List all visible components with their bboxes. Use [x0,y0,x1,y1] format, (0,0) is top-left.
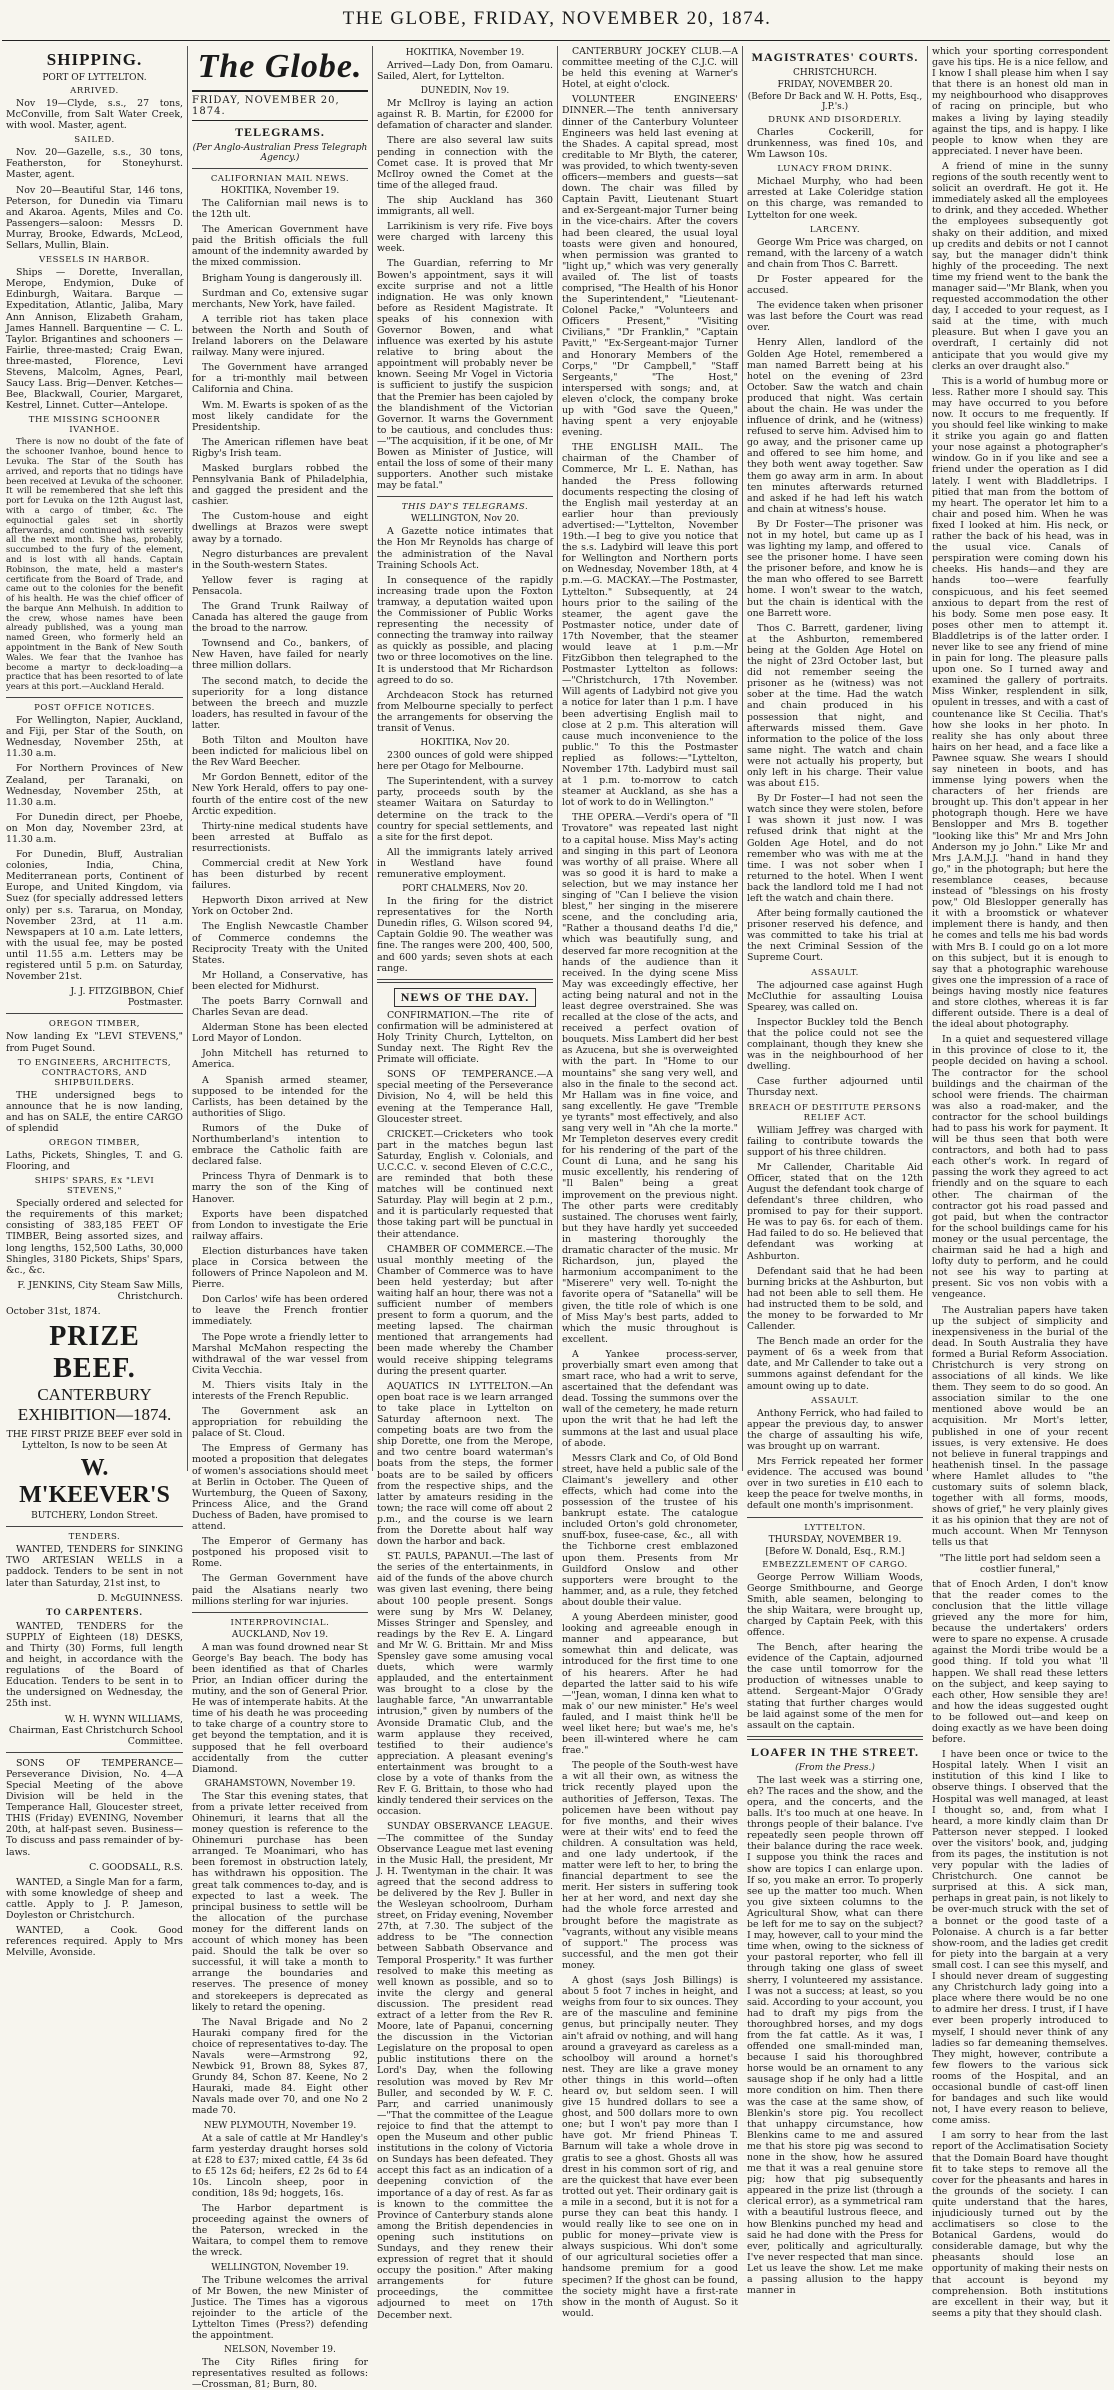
issue-date: FRIDAY, NOVEMBER 20, 1874. [192,90,368,121]
news-item: The Custom-house and eight dwellings at Brazos were swept away by a tornado. [192,511,368,545]
divider [6,1526,183,1527]
case-heading: LARCENY. [809,224,861,235]
divider [192,1612,368,1613]
tender-signature: D. McGUINNESS. [97,1592,183,1604]
case-heading: LUNACY FROM DRINK. [777,164,893,175]
court-bench: (Before Dr Back and W. H. Potts, Esq., J.P.'s.) [747,92,923,112]
tenders-heading: TENDERS. [68,1532,121,1543]
news-item: ST. PAULS, PAPANUI.—The last of the series of the entertainments, in aid of the funds of the above church was given last evening, there being about 100 people present. Songs were sung by Mrs W. Delaney, Misses Stringer and Spensley, and readings by the Rev E. A. Lingard and Mr W. G. Brittain. Mr and Miss Spensley gave some amusing vocal duets, which were warmly applauded, and the entertainment was brought to a close by the laughable farce, "An unwarrantable intrusion," given by numbers of the Avonside Dramatic Club, and the warm applause they received, testified to their audience's appreciation. A pleasant evening's entertainment was brought to a close by a vote of thanks from the Rev F. G. Brittain, to those who had kindly tendered their services on the occasion. [377,1551,553,1818]
prize-text: THE FIRST PRIZE BEEF ever sold in Lyttelton, Is now to be seen At [6,1429,183,1452]
news-item: The American Government have paid the British officials the full amount of the indemnity awarded by the mixed commission. [192,224,368,269]
dateline: NELSON, November 19. [224,2345,336,2356]
news-item: The Grand Trunk Railway of Canada has altered the gauge from the broad to the narrow. [192,601,368,635]
tender-ad: WANTED, TENDERS for SINKING TWO ARTESIAN WELLS in a paddock. Tenders to be sent in not later than Saturday, 21st inst, to [6,1544,183,1589]
dateline: WELLINGTON, November 19. [211,2262,349,2273]
telegrams-heading: TELEGRAMS. [235,125,325,139]
dateline: PORT CHALMERS, Nov 20. [402,884,528,895]
court-place: LYTTELTON. [804,1522,866,1533]
news-item: The Harbor department is proceeding against the owners of the Paterson, wrecked in the Waitara, to compel them to remove the wreck. [192,2203,368,2259]
shipping-heading: SHIPPING. [46,50,143,69]
telegrams-source: (Per Anglo-Australian Press Telegraph Agency.) [192,143,368,163]
column-6 [928,46,1112,2319]
news-item: Alderman Stone has been elected Lord Mayor of London. [192,1022,368,1045]
news-item: The ship Auckland has 360 immigrants, all well. [377,194,553,218]
news-item: Both Tilton and Moulton have been indicted for malicious libel on the Rev Ward Beecher. [192,735,368,769]
case-text: Anthony Ferrick, who had failed to appear the previous day, to answer the charge of assaulting his wife, was brought up on warrant. [747,1407,923,1452]
news-item: The City Rifles firing for representatives resulted as follows:—Crossman, 81; Burn, 80. [192,2357,368,2390]
news-item: CANTERBURY JOCKEY CLUB.—A committee meeting of the C.J.C. will be held this evening at Warner's Hotel, at eight o'clock. [562,46,738,91]
news-item: M. Thiers visits Italy in the interests of the French Republic. [192,1379,368,1402]
news-item: A man was found drowned near St George's Bay beach. The body has been identified as that of Charles Prior, an Indian officer during the mutiny, and the son of General Prior. He was of intemperate habits. At the time of his death he was proceeding to take charge of a country store to get beyond the temptation, and it is supposed that he fell overboard accidentally from the cutter Diamond. [192,1641,368,1775]
news-item: The Pope wrote a friendly letter to Marshal McMahon respecting the withdrawal of the war vessel from Civita Vecchia. [192,1331,368,1376]
news-item: A young Aberdeen minister, good looking and agreeable enough in manner and appearance, but somewhat thin and delicate, was introduced for the first time to one of his hearers. After he had departed the latter said to his wife—"Jean, woman, I dinna ken what to mak o' our new minister." He's weel fauled, and I maist think he'll be weel liket here; but wae's me, he's been ill-wintered where he cam frae." [562,1612,738,1757]
news-item: Princess Thyra of Denmark is to marry the son of the King of Hanover. [192,1171,368,1205]
column-1 [2,46,187,1959]
news-item: AQUATICS IN LYTTELTON.—An open boat race is we learn arranged to take place in Lyttelton on Saturday afternoon next. The competing boats are two from the ship Dorette, one from the Merope, and two centre board waterman's boats from the steps, the former boats are to be sailed by officers from the respective ships, and the latter by amateurs residing in the town; the race will come off about 2 p.m., and the course is we learn from the Dorette about half way down the harbor and back. [377,1380,553,1548]
news-item: Yellow fever is raging at Pensacola. [192,574,368,597]
news-item: CONFIRMATION.—The rite of confirmation will be administered at Holy Trinity Church, Lyttelton, on Sunday next. The Right Rev the Primate will officiate. [377,1009,553,1066]
ivanhoe-article: There is now no doubt of the fate of the schooner Ivanhoe, bound hence to Levuka. The Star of the South has arrived, and reports that no tidings have been received at Levuka of the schooner. It will be remembered that she left this port for Levuka on the 12th August last, with a cargo of timber, &c. The equinoctial gales set in shortly afterwards, and continued with severity all the next month. She has, probably, succumbed to the fury of the element, and is lost with all hands. Captain Robinson, the mate, held a master's certificate from the Board of Trade, and came out to the colonies for the benefit of his health. He was the chief officer of the barque Ann Melhuish. In addition to the crew, whose names have been already published, was a young man named Green, who formerly held an appointment in the Bank of New South Wales. We fear that the Ivanhoe has become a martyr to deck-loading—a practice that has been resorted to of late years at this port.—Auckland Herald. [6,436,183,692]
case-text: Charles Cockerill, for drunkenness, was fined 10s, and Wm Lawson 10s. [747,127,923,161]
divider [6,1752,183,1753]
news-item: Commercial credit at New York has been disturbed by recent failures. [192,857,368,892]
sailed-entry: Nov. 20—Gazelle, s.s., 30 tons, Featherston, for Stoneyhurst. Master, agent. [6,147,183,181]
carpenters-ad: WANTED, TENDERS for the SUPPLY of Eighteen (18) DESKS, and Thirty (30) Forms, full length and height, in accordance with the regulations of the Board of Education. Tenders to be sent in to the undersigned on Wednesday, the 25th inst. [6,1620,183,1710]
this-days-telegrams-heading: THIS DAY'S TELEGRAMS. [401,502,529,513]
post-notice: For Dunedin direct, per Phoebe, on Mon day, November 23rd, at 11.30 a.m. [6,811,183,845]
case-text: William Jeffrey was charged with failing to contribute towards the support of his three children. [747,1124,923,1158]
interprovincial-heading: INTERPROVINCIAL. [230,1617,330,1628]
carpenters-signature: W. H. WYNN WILLIAMS, Chairman, East Christchurch School Committee. [8,1713,183,1747]
loafer-quote: "The little port had seldom seen a costlier funeral," [939,1552,1101,1575]
news-item: The Star this evening states, that from a private letter received from Ohinemuri, it learns that all the money question is reference to the Ohinemuri purchase has been arranged. Te Moanimari, who has been foremost in obstruction lately, has withdrawn his opposition. The great talk commences to-day, and is expected to last a week. The principal business to settle will be the allocation of the purchase money for the different lands on account of which money has been paid. Should the talk be over so successful, it will take a month to arrange the boundaries and reserves. The presence of money and storekeepers is deprecated as likely to retard the opening. [192,1790,368,2013]
news-item: The Superintendent, with a survey party, proceeds south by the steamer Waitara on Saturday to determine on the track to the country for special settlements, and a site for the first depot. [377,776,553,843]
loafer-text: The Australian papers have taken up the subject of simplicity and inexpensiveness in the burial of the dead. In South Australia they have formed a Burial Reform Association. Christchurch is very strong on associations of all kinds. We like them. They seem to do so good. An association similar to the one mentioned above would be an acquisition. Mr Mort's letter, published in one of your recent issues, is very extensive. He does not believe in funeral trappings and heathenish tinsel. In the passage where Hamlet alludes to "the customary suits of solemn black, together with all forms, moods, shows of grief," he very plainly gives it as his opinion that they are not of much account. When Mr Tennyson tells us that [932,1304,1108,1549]
wanted-ad: WANTED, a Cook. Good references required. Apply to Mrs Melville, Avonside. [6,1925,183,1959]
dateline: NEW PLYMOUTH, November 19. [203,2120,357,2131]
news-item: Wm. M. Ewarts is spoken of as the most likely candidate for the Presidentship. [192,399,368,433]
news-item: A ghost (says Josh Billings) is about 5 foot 7 inches in height, and weighs from four to six ounces. They are of the masculine and feminine genus, but principally neuter. They ain't afraid ov nothing, and will hang around a graveyard as careless as a schoolboy will around a hornet's nest. They are like a grave money other things in this world—often heard ov, but seldom seen. I will give 15 hundred dollars to see a ghost, and 500 dollars more to own one; but I won't pay more than I have got. Mr friend Phineas T. Barnum will take a whole drove in gratis to see a ghost. Ghosts all was drest in his common sort of rig, and are the quickest that have ever been trotted out yet. Their ordinary gait is a mile in a second, but it is not for a purse they can beat this handy. I would really like to see one on in public for money—private view is always suspicious. Whi don't some of our agricultural societies offer a handsome premium for a good specimen? If the ghost can be found, the society might have a first-rate show in the month of August. So it would. [562,1975,738,2319]
news-item: SONS OF TEMPERANCE.—A special meeting of the Perseverance Division, No 4, will be held this evening at the Temperance Hall, Gloucester street. [377,1069,553,1125]
news-item: In the firing for the district representatives for the North Dunedin rifles, G. Wilson scored 94, Captain Goldie 90. The weather was fine. The ranges were 200, 400, 500, and 600 yards; seven shots at each range. [377,896,553,974]
engineers-text: Specially ordered and selected for the requirements of this market; consisting of 383,185 FEET OF TIMBER, Being assorted sizes, and long lengths, 152,500 Laths, 30,000 Shingles, 3180 Pickets, Ships' Spars, &c., &c. [6,1198,183,1276]
news-item: SUNDAY OBSERVANCE LEAGUE.—The committee of the Sunday Observance League met last evening in the Music Hall, the president, Mr J. H. Twentyman in the chair. It was agreed that the second address to be delivered by the Rev J. Buller in the Wesleyan schoolroom, Durham street, on Friday evening, November 27th, at 7.30. The subject of the address to be "The connection between Sabbath Observance and Temporal Prosperity." It was further resolved to make this meeting as well known as possible, and so to invite the clergy and general discussion. The president read extract of a letter from the Rev R. Moore, late of Papanui, concerning the discussion in the Victorian Legislature on the proposal to open public institutions there on the Lord's Day, when the following resolution was moved by Rev Mr Buller, and seconded by W. F. C. Parr, and carried unanimously—"That the committee of the League rejoice to find that the attempt to open the Museum and other public institutions in the colony of Victoria on Sundays has been defeated. They accept this fact as an indication of a deepening conviction of the importance of a day of rest. As far as is known to the committee the Province of Canterbury stands alone among the British dependencies in opening such institutions on Sundays, and they renew their expression of regret that it should occupy the position." After making arrangements for future proceedings, the committee adjourned to meet on 17th December next. [377,1821,553,2321]
divider [747,1736,923,1740]
news-item: Mr McIlroy is laying an action against R. B. Martin, for £2000 for defamation of character and slander. [377,98,553,132]
loafer-text: The last week was a stirring one, eh? The races and the show, and the opera, and the concerts, and the balls. It's too much at one heave. In throngs people of their balance. I've repeatedly seen people thrown off their balance during the race week. I suppose you think the races and show are topics I can enlarge upon. If so, you make an error. To properly see up the matter too much. When you give sixteen columns to the Agricultural Show, what can there be left for me to say on the subject? I may, however, call to your mind the time when, owing to the sickness of your pastoral reporter, who fell ill through taking one glass of sweet sherry, I volunteered my assistance. I was not a success; at least, so you said. According to your account, you had to draft my pigs from the thoroughbred horses, and my dogs from the fat cattle. As it was, I offended one small-minded man, because I said his thoroughbred horse would be an ornament to any sausage shop if he only had a little more condition on him. Then there was the case at the same show, of Blenkin's store pig. You recollect that unhappy circumstance, how Blenkins came to me and assured me that his store pig was second to none in the show, how he assured me that it was a real genuine store pig; how that pig subsequently appeared in the prize list (through a clerical error), as a symmetrical ram with a beautiful lustrous fleece, and how Blenkins punched my head and said he had done with the Press for ever, politically and agriculturally. I've never respected that man since. Let us leave the show. Let me make a passing allusion to the happy manner in [747,1774,923,2297]
news-item: The Empress of Germany has mooted a proposition that delegates of women's associations should meet at Berlin in October. The Queen of Wurtemburg, the Queen of Saxony, Princess Alice, and the Grand Duchess of Baden, have promised to attend. [192,1443,368,1533]
dateline: GRAHAMSTOWN, November 19. [204,1778,356,1789]
case-heading: ASSAULT. [811,967,859,978]
harbour-entry: Ships — Dorette, Inverallan, Merope, Endymion, Duke of Edinburgh, Waitara. Barque — Expeditation, Atlantic, Jaliba, Mary Ann Annison, Elizabeth Graham, James Hannell. Barquentine — C. L. Taylor. Brigantines and schooners — Fairlie, three-masted; Craig Ewan, three-masted, Florence, Levi Stevens, Malcolm, Agnes, Pearl, Saucy Lass. Brig—Denver. Ketches—Bee, Blackwall, Courier, Margaret, Kestrel, Linnet. Cutter—Antelope. [6,267,183,412]
case-heading: BREACH OF DESTITUTE PERSONS RELIEF ACT. [748,1102,922,1123]
masthead-title: THE GLOBE, FRIDAY, NOVEMBER 20, 1874. [342,8,772,29]
news-item: A Yankee process-server, proverbially smart even among that smart race, who had a writ to serve, ascertained that the defendant was dead. Tossing the summons over the wall of the cemetery, he made return upon the writ that he had left the summons at the last and usual place of abode. [562,1348,738,1449]
dateline: HOKITIKA, November 19. [220,186,340,196]
dateline: AUCKLAND, Nov 19. [231,1629,329,1640]
court-date: FRIDAY, NOVEMBER 20. [777,80,893,90]
prize-beef-heading: PRIZE BEEF. [49,1321,140,1385]
masthead-rule [2,40,1110,41]
news-of-the-day-label: NEWS OF THE DAY. [394,988,536,1007]
globe-title: The Globe. [197,48,363,85]
case-text: Inspector Buckley told the Bench that the police could not see the complainant, though they knew she was in the neighbourhood of her dwelling. [747,1016,923,1073]
loafer-source: (From the Press.) [795,1762,875,1773]
case-heading: EMBEZZLEMENT OF CARGO. [762,1559,908,1570]
news-item: Negro disturbances are prevalent in the South-western States. [192,548,368,571]
news-item: Rumors of the Duke of Northumberland's intention to embrace the Catholic faith are declared false. [192,1122,368,1168]
news-item: The Naval Brigade and No 2 Hauraki company fired for the choice of representatives to-day. The Navals were—Armstrong 92, Newbick 91, Brown 88, Sykes 87, Grundy 84, Schon 87. Keene, No 2 Hauraki, made 84. Eight other Navals made over 70, and one No 2 made 70. [192,2016,368,2117]
temperance-signature: C. GOODSALL, R.S. [89,1861,183,1873]
news-of-the-day-heading [377,988,553,1007]
news-item: The Tribune welcomes the arrival of Mr Bowen, the new Minister of Justice. The Times has a vigorous rejoinder to the article of the Lyttelton Times (Press?) defending the appointment. [192,2274,368,2342]
news-item: Larrikinism is very rife. Five boys were charged with larceny this week. [377,221,553,255]
loafer-text: which your sporting correspondent gave his tips. He is a nice fellow, and I know I shall please him when I say that there is an honest old man in my neighbourhood who disapproves of racing on principle, but who makes a living by laying steadily against the tips, and is happy. I like people to know when they are appreciated. I never have been. [932,46,1108,157]
engineers-text: Laths, Pickets, Shingles, T. and G. Flooring, and [6,1149,183,1173]
news-item: John Mitchell has returned to America. [192,1048,368,1071]
butcher-address: BUTCHERY, London Street. [31,1511,158,1522]
loafer-text: I have been once or twice to the Hospital lately. When I visit an institution of this kind I like to observe things. I observed that the Hospital was well managed, at least I thought so, and, from what I heard, a more kindly claim than Dr Patterson never stepped. I looked over the visitors' book, and, judging from its pages, the institution is not very popular with the ladies of Christchurch. One cannot be surprised at this. A sick man, perhaps in great pain, is not likely to be over-much struck with the set of a bonnet or the good taste of a Polonaise. A church is a far better show-room, and the ladies get credit for piety into the bargain at a very small cost. I can see this myself, and I should never dream of suggesting any Christchurch lady going into a place where there would be no one to admire her dress. I trust, if I have ever been properly introduced to myself, I should never think of any ladies so far demeaning themselves. They might, however, contribute a few flowers to the various sick rooms of the Hospital, and an occasional bundle of cast-off linen for bandages and such like would not, I have every reason to believe, come amiss. [932,1749,1108,2127]
oregon-heading: OREGON TIMBER, [48,1019,141,1030]
dateline: WELLINGTON, Nov 20. [410,514,520,525]
arrived-heading: ARRIVED. [70,86,119,96]
news-item: A Spanish armed steamer, supposed to be intended for the Carlists, has been detained by the authorities of Sligo. [192,1074,368,1119]
case-text: By Dr Foster—I had not seen the watch since they were stolen, before I was shown it just now. I was refused drink that night at the Golden Age Hotel, and do not remember who was with me at the time. I was not sober when I returned to the hotel. When I went back the landlord told me I had not left the watch and chain there. [747,793,923,904]
news-item: THE OPERA.—Verdi's opera of "Il Trovatore" was repeated last night to a capital house. Miss May's acting and singing in this part of Leonora was worthy of all praise. Where all was so good it is hard to make a selection, but we may instance her singing of "Can I believe the vision blest," her singing in the miserere scene, and the concluding aria, "Rather a thousand deaths I'd die," which was beautifully sung, and deserved far more recognition at the hands of the audience than it received. In the dying scene Miss May was exceedingly effective, her acting being natural and not in the least degree overstrained. She was recalled at the close of the acts, and received a perfect ovation of bouquets. Miss Lambert did her best as Azucena, but she is overweighted with the part. In "Home to our mountains" she sang very well, and also in the finale to the second act. Mr Hallam was in fine voice, and sang excellently. He gave "Tremble ye tyrants" most effectively, and also sang very well in "Ah che la morte." Mr Templeton deserves every credit for his rendering of the part of the Count di Luna, and he sang his music excellently, his rendering of "Il Balen" being a great improvement on the previous night. The other parts were creditably sustained. The choruses went fairly, but they have hardly yet succeeded in mastering thoroughly the dramatic character of the music. Mr Richardson, jun, played the harmonium accompaniment to the "Miserere" very well. To-night the favorite opera of "Satanella" will be given, the title role of which is one of Miss May's best parts, added to which the music throughout is excellent. [562,812,738,1345]
masthead [0,0,1114,42]
oregon-text: Now landing Ex "LEVI STEVENS," from Puget Sound. [6,1031,183,1054]
case-text: By Dr Foster—The prisoner was not in my hotel, but came up as I was lighting my lamp, and offered to see the prisoner home. I have seen the prisoner before, and know he is the man who offered to see Barrett home. I won't swear to the watch, but the chain is identical with the one Barrett wore. [747,518,923,619]
case-text: Defendant said that he had been burning bricks at the Ashburton, but had not been able to sell them. He had instructed them to be sold, and the money to be forwarded to Mr Callender. [747,1265,923,1333]
news-item: The Californian mail news is to the 12th ult. [192,198,368,221]
case-text: The evidence taken when prisoner was last before the Court was read over. [747,300,923,334]
news-item: Don Carlos' wife has been ordered to leave the French frontier immediately. [192,1294,368,1328]
news-item: The English Newcastle Chamber of Commerce condemns the Reciprocity Treaty with the United States. [192,921,368,966]
news-item: Messrs Clark and Co, of Old Bond street, have held a public sale of the Claimant's jewellery and other effects, which had come into the possession of the trustee of his bankrupt estate. The catalogue included Orton's gold chronometer, snuff-box, fusee-case, &c., all with the Tichborne crest emblazoned upon them. Presents from Mr Guildford Onslow and other supporters were brought to the hammer, and, as a rule, they fetched about double their value. [562,1452,738,1608]
column-5 [743,46,927,2297]
engineers-heading: TO ENGINEERS, ARCHITECTS, CONTRACTORS, AND SHIPBUILDERS. [17,1057,172,1088]
case-text: Michael Murphy, who had been arrested at Lake Coleridge station on this charge, was remanded to Lyttelton for one week. [747,176,923,221]
case-heading: ASSAULT. [811,1395,859,1406]
news-item: Hepworth Dixon arrived at New York on October 2nd. [192,895,368,918]
engineers-text: THE undersigned begs to announce that he is now landing, and has on SALE, the entire CARGO of splendid [6,1089,183,1134]
news-item: The Government ask an appropriation for rebuilding the palace of St. Cloud. [192,1406,368,1440]
ad-date: October 31st, 1874. [6,1306,101,1317]
news-item: At a sale of cattle at Mr Handley's farm yesterday draught horses sold at £28 to £37; mixed cattle, £4 3s 6d to £5 12s 6d; heifers, £2 2s 6d to £4 10s. Lincoln sheep, poor in condition, 18s 9d; hoggets, 16s. [192,2132,368,2199]
port-heading: PORT OF LYTTELTON. [42,73,147,83]
news-item: Election disturbances have taken place in Corsica between the followers of Prince Napoleon and M. Pierre. [192,1245,368,1291]
californian-heading: CALIFORNIAN MAIL NEWS. [210,174,350,184]
dateline: DUNEDIN, Nov 19. [420,86,510,97]
court-date: THURSDAY, NOVEMBER 19. [768,1534,902,1545]
news-item: The second match, to decide the superiority for a long distance between the breech and muzzle loaders, has resulted in favour of the latter. [192,675,368,731]
news-item: Arrived—Lady Don, from Oamaru. Sailed, Alert, for Lyttelton. [377,60,553,83]
news-item: All the immigrants lately arrived in Westland have found remunerative employment. [377,846,553,880]
divider [6,1013,183,1014]
post-notice: For Northern Provinces of New Zealand, per Taranaki, on Wednesday, November 25th, at 11.30 a.m. [6,763,183,808]
sailed-entry: Nov 20—Beautiful Star, 146 tons, Peterson, for Dunedin via Timaru and Akaroa. Agents, Miles and Co. Passengers—saloon: Messrs D. Murray, Brooke, Edwards, McLeod, Sellars, Mullin, Blain. [6,184,183,252]
case-text: Dr Foster appeared for the accused. [747,273,923,297]
jenkins-signature: F. JENKINS, City Steam Saw Mills, Christchurch. [17,1279,183,1302]
news-item: Exports have been dispatched from London to investigate the Erie railway affairs. [192,1208,368,1242]
case-heading: DRUNK AND DISORDERLY. [768,115,902,125]
arrived-entry: Nov 19—Clyde, s.s., 27 tons, McConville, from Salt Water Creek, with wool. Master, agent. [6,98,183,132]
case-text: After being formally cautioned the prisoner reserved his defence, and was committed to take his trial at the next Criminal Session of the Supreme Court. [747,908,923,964]
loafer-text: In a quiet and sequestered village in this province of close to it, the people decided on having a school. The contractor for the school buildings and the chairman of the school were friends. The chairman was also a road-maker, and the contractor for the school buildings had to pass his work for payment. It will be thus seen that both were contractors, and both had to pass each other's work. In regard of passing the work they agreed to act friendly and on the square to each other. The chairman of the contractor got his road passed and got paid, but when the contractor for the school buildings came for his money or the usual percentage, the chairman said he had a high and lofty duty to perform, and he could not see his way to parting at present. Sic vos non vobis with a vengeance. [932,1034,1108,1301]
news-item: In consequence of the rapidly increasing trade upon the Foxton tramway, a deputation waited upon the Commissioner of Public Works representing the necessity of connecting the tramway into railway as quickly as possible, and placing two or three locomotives on the line. It is understood that Mr Richardson agreed to do so. [377,574,553,686]
news-item: THE ENGLISH MAIL. The chairman of the Chamber of Commerce, Mr L. E. Nathan, has handed the Press following documents respecting the closing of the English mail yesterday at an earlier hour than previously advertised:—"Lyttelton, November 19th.—I beg to give you notice that the s.s. Ladybird will leave this port for Wellington and Northern ports on Wednesday, November 18th, at 4 p.m.—G. MACKAY.—The Postmaster, Lyttelton." Subsequently, at 24 hours prior to the sailing of the steamer, the agent gave the Postmaster notice, under date of 17th November, that the steamer would leave at 1 p.m.—Mr FitzGibbon then telegraphed to the Postmaster Lyttelton as follows:—"Christchurch, 17th November. Will agents of Ladybird not give you a notice for later than 1 p.m. I have been advertising English mail to close at 2 p.m. This alteration will cause much inconvenience to the public." To this the Postmaster replied as follows:—"Lyttelton, November 17th. Ladybird must sail at 1 p.m. to-morrow to catch steamer at Auckland, as she has a lot of work to do in Wellington." [562,442,738,809]
magistrates-heading: MAGISTRATES' COURTS. [751,50,919,64]
news-item: The people of the South-west have a wit all their own, as witness the trick recently played upon the authorities of Jefferson, Texas. The policemen have been without pay for five months, and their wives were at their wits' end to feed the children. A consultation was held, and one lady undertook, if the matter were left to her, to bring the financial department to see the merit. Her sisters in suffering took her at her word, and next day she had the whole force arrested and brought before the magistrate as "vagrants, without any visible means of support." The process was successful, and the men got their money. [562,1760,738,1971]
case-text: The Bench, after hearing the evidence of the Captain, adjourned the case until tomorrow for the production of witnesses unable to attend. Sergeant-Major O'Grady stating that further charges would be laid against some of the men for assault on the captain. [747,1642,923,1731]
divider [747,1517,923,1518]
news-item: The Government have arranged for a tri-monthly mail between California and China. [192,362,368,396]
case-text: Mrs Ferrick repeated her former evidence. The accused was bound over in two sureties in £10 each to keep the peace for twelve months, in default one month's imprisonment. [747,1456,923,1512]
news-item: 2300 ounces of gold were shipped here per Otago for Melbourne. [377,750,553,773]
news-item: Thirty-nine medical students have been arrested at Buffalo as resurrectionists. [192,820,368,854]
court-place: CHRISTCHURCH. [793,68,877,78]
postmaster-signature: J. J. FITZGIBBON, Chief Postmaster. [70,986,183,1009]
dateline: HOKITIKA, November 19. [405,48,525,58]
news-item: Townsend and Co., bankers, of New Haven, have failed for nearly three million dollars. [192,638,368,672]
ivanhoe-heading: THE MISSING SCHOONER IVANHOE. [28,415,161,436]
loafer-text: that of Enoch Arden, I don't know that the reader comes to the conclusion that the little village grieved any the more for him, because the undertakers' orders were to spare no expense. A crusade against the Mordi tribe would be a good thing. If told you what 'll happen. We shall read these letters on the subject, and keep saying to each other, How sensible they are! and how the ideas suggested ought to be followed out—and keep on doing exactly as we have been doing before. [932,1578,1108,1746]
divider [192,168,368,169]
news-item: The poets Barry Cornwall and Charles Sevan are dead. [192,996,368,1019]
divider [377,496,553,497]
dateline: HOKITIKA, Nov 20. [420,738,510,749]
case-text: Thos C. Barrett, gardener, living at the Ashburton, remembered being at the Golden Age Hotel on the night of 23rd October last, but did not remember seeing the prisoner as he (witness) was not sober at the time. Had the watch and chain produced in his possession that night, and afterwards missed them. Gave information to the police of the loss same night. The watch and chain were not actually his property, but only left in his charge. Their value was about £15. [747,622,923,790]
case-text: The Bench made an order for the payment of 6s a week from that date, and Mr Callender to take out a summons against defendant for the amount owing up to date. [747,1336,923,1392]
butcher-name: W. M'KEEVER'S [19,1455,170,1509]
news-item: Mr Holland, a Conservative, has been elected for Midhurst. [192,969,368,992]
ships-spars-line: SHIPS' SPARS, Ex "LEVI STEVENS," [34,1176,155,1197]
news-item: Surdman and Co, extensive sugar merchants, New York, have failed. [192,287,368,310]
news-item: The American riflemen have beat Rigby's Irish team. [192,436,368,459]
divider [377,979,553,983]
news-item: The Emperor of Germany has postponed his proposed visit to Rome. [192,1536,368,1570]
carpenters-heading: TO CARPENTERS. [46,1607,143,1618]
case-text: The adjourned case against Hugh McCluthie for assaulting Louisa Spearey, was called on. [747,979,923,1013]
case-text: George Perrow William Woods, George Smithbourne, and George Smith, able seamen, belonging to the ship Waitara, were brought up, charged by Captain Peek, with this offence. [747,1571,923,1638]
news-item: CRICKET.—Cricketers who took part in the matches begun last Saturday, English v. Colonials, and U.C.C.C. v. second Eleven of C.C.C., are reminded that both these matches will be continued next Saturday. Play will begin at 2 p.m., and it is particularly requested that those taking part will be punctual in their attendance. [377,1128,553,1240]
loafer-text: I am sorry to hear from the last report of the Acclimatisation Society that the Domain Board have thought fit to take steps to remove all the cover for the pheasants and hares in the grounds of the society. I can quite understand that the hares, injudiciously turned out by the acclimatisers so close to the Botanical Gardens, would do considerable damage, but why the pheasants should lose an opportunity of making their nests on that account is beyond my comprehension. Both institutions are excellent in their way, but it seems a pity that they should clash. [932,2130,1108,2319]
case-text: Henry Allen, landlord of the Golden Age Hotel, remembered a man named Barrett being at his hotel on the evening of 23rd October. Saw the watch and chain produced that night. Was certain about the chain. He was under the influence of drink, and he (witness) refused to serve him. Advised him to go away, and the prisoner came up and offered to see him home, and they both went away together. Saw them go away arm in arm. In about ten minutes afterwards returned and asked if he had left his watch and chain at witness's house. [747,337,923,515]
loafer-heading: LOAFER IN THE STREET. [751,1744,919,1759]
news-item: There are also several law suits pending in connection with the Comet case. It is proved that Mr McIlroy owned the Comet at the time of the alleged fraud. [377,135,553,191]
loafer-text: A friend of mine in the sunny regions of the south recently went to solicit an overdraft. He got it. He immediately asked all the employees to drink, and they acceded. Whether the employees subsequently got shaky on their addition, and mixed up credits and debits or not I cannot say, but the manager didn't think highly of the proceeding. The next time my friend went to the bank the manager said—"Mr Blank, when you requested accommodation the other day, I acceded to your request, as I said at the time, with much pleasure. But when I gave you an overdraft, I certainly did not anticipate that you would give my clerks an over draught also." [932,160,1108,372]
news-item: A Gazette notice intimates that the Hon Mr Reynolds has charge of the administration of the Naval Training Schools Act. [377,526,553,571]
news-item: CHAMBER OF COMMERCE.—The usual monthly meeting of the Chamber of Commerce was to have been held yesterday; but after waiting half an hour, there was not a sufficient number of members present to form a quorum, and the meeting lapsed. The chairman mentioned that arrangements had been made whereby the Chamber would receive shipping telegrams during the present quarter. [377,1243,553,1377]
case-text: Case further adjourned until Thursday next. [747,1076,923,1099]
post-notice: For Wellington, Napier, Auckland, and Fiji, per Star of the South, on Wednesday, November 25th, at 11.30 a.m. [6,715,183,760]
news-item: A terrible riot has taken place between the North and South of Ireland laborers on the Delaware railway. Many were injured. [192,313,368,359]
temperance-ad: SONS OF TEMPERANCE—Perseverance Division, No. 4—A Special Meeting of the above Division will be held in the Temperance Hall, Gloucester street, THIS (Friday) EVENING, November 20th, at half-past seven. Business—To discuss and pass remainder of by-laws. [6,1757,183,1858]
news-item: Archdeacon Stock has returned from Melbourne specially to perfect the arrangements for observing the transit of Venus. [377,689,553,734]
sailed-heading: SAILED. [74,135,115,146]
exhibition-heading: CANTERBURY EXHIBITION—1874. [17,1385,172,1425]
news-item: Mr Gordon Bennett, editor of the New York Herald, offers to pay one-fourth of the entire cost of the new Arctic expedition. [192,772,368,817]
column-2 [188,46,372,2390]
case-text: George Wm Price was charged, on remand, with the larceny of a watch and chain from Thos C. Barrett. [747,236,923,270]
news-item: The German Government have paid the Alsatians nearly two millions sterling for war injuries. [192,1573,368,1607]
news-item: The Guardian, referring to Mr Bowen's appointment, says it will excite surprise and not a little indignation. He was only known before as Resident Magistrate. It speaks of his connexion with Governor Bowen, and what influence was exerted by his astute relative to bring about the appointment will probably never be known. Seeing Mr Vogel in Victoria is sufficient to justify the suspicion that the Premier has been cajoled by the blandishment of the Victorian Governor. It warns the Government to be cautious, and concludes thus:—"The acquisition, if it be one, of Mr Bowen as Minister of Justice, will entail the loss of some of their many supporters. Another such mistake may be fatal." [377,258,553,492]
news-item: VOLUNTEER ENGINEERS' DINNER.—The tenth anniversary dinner of the Canterbury Volunteer Engineers was held last evening at the Shades. A capital spread, most creditable to Mr Blyth, the caterer, was provided, to which twenty-seven officers—members and guests—sat down. The chair was filled by Captain Pavitt, Lieutenant Stuart and ex-Sergeant-major Turner being in the vice-chairs. After the covers had been cleared, the usual loyal toasts were given and honoured, when permission was granted to "light up," which was very generally availed of. The list of toasts comprised, "The Health of his Honor the Superintendent," "Lieutenant-Colonel Packe," "Volunteers and Officers Present," "Visiting Civilians," "Dr Franklin," "Captain Pavitt," "Ex-Sergeant-major Turner and Honorary Members of the Corps," "Dr Campbell," "Staff Sergeants," "The Host," interspersed with songs; and, at eleven o'clock, the company broke up with "God save the Queen," having spent a very enjoyable evening. [562,94,738,439]
post-office-heading: POST OFFICE NOTICES. [34,703,155,714]
column-3 [373,46,557,2321]
case-text: Mr Callender, Charitable Aid Officer, stated that on the 12th August the defendant took charge of defendant's three children, who promised to pay for their support. He was to pay 6s. for each of them. Had failed to do so. He believed that defendant was working at Ashburton. [747,1161,923,1262]
news-item: Masked burglars robbed the Pennsylvania Bank of Philadelphia, and gagged the president and the cashier. [192,462,368,508]
harbour-heading: VESSELS IN HARBOR. [39,255,150,266]
wanted-ad: WANTED, a Single Man for a farm, with some knowledge of sheep and cattle. Apply to J. P. Jameson, Doyleston or Christchurch. [6,1876,183,1921]
post-notice: For Dunedin, Bluff, Australian colonies, India, China, Mediterranean ports, Continent of Europe, and United Kingdom, via Suez (for specially addressed letters only) per s.s. Tararua, on Monday, November 23rd, at 11 a.m. Newspapers at 10 a.m. Late letters, with the usual fee, may be posted until 11.55 a.m. Letters may be registered until 5 p.m. on Saturday, November 21st. [6,849,183,983]
court-bench: [Before W. Donald, Esq., R.M.] [765,1546,905,1557]
oregon-timber-line: OREGON TIMBER, [48,1137,141,1148]
loafer-text: This is a world of humbug more or less. Rather more I should say. This may have occurred to you before now. It occurs to me frequently. If you should feel like winking to make it strike you again go and flatten your nose against a photographer's window. Go in if you like and see a friend under the operation as I did lately. I went with Bladdletrips. I pitied that man from the bottom of my heart. The operator let him to a chair and posed him. When he was fixed I looked at him. His neck, or rather the back of his head, was in the usual vice. Canals of perspiration were coming down his cheeks. His hands—and they are hands too—were fearfully conspicuous, and his feet seemed anxious to depart from the rest of his body. Some men pose easy. It poses other men to attempt it. Bladdletrips is of the latter order. I never like to see any friend of mine in pain for long. The pleasure palls upon one. So I turned away and examined the gallery of portraits. Miss Winker, resplendent in silk, opulent in tresses, and with a cast of countenance like St Cecilia. That's how she looks in her photo. In reality she has only about three hairs on her head, and a face like a Pawnee squaw. She wears I should say nineteen in boots, and has immense lying powers when the characters of her friends are brought up. This don't appear in her photograph though. Here we have Benslopper and Mrs B. together "looking like this" Mr and Mrs John Anderson my jo John." Like Mr and Mrs J.A.M.J.J. "hand in hand they go," in the photograph; but here the resemblance ceases, because instead of "blessings on his frosty pow," Old Bleslopper generally has it with a broomstick or whatever implement there is handy, and then he comes and tells me his bad words with Mrs B. I could go on a lot more on this subject, but it is enough to say that a photographic warehouse gives one the impression of a race of beings having mostly nice features and store clothes, whereas it is far different outside. There is a deal of the ideal about photography. [932,375,1108,1031]
column-4 [558,46,742,2319]
news-item: Brigham Young is dangerously ill. [202,272,363,284]
divider [6,697,183,698]
